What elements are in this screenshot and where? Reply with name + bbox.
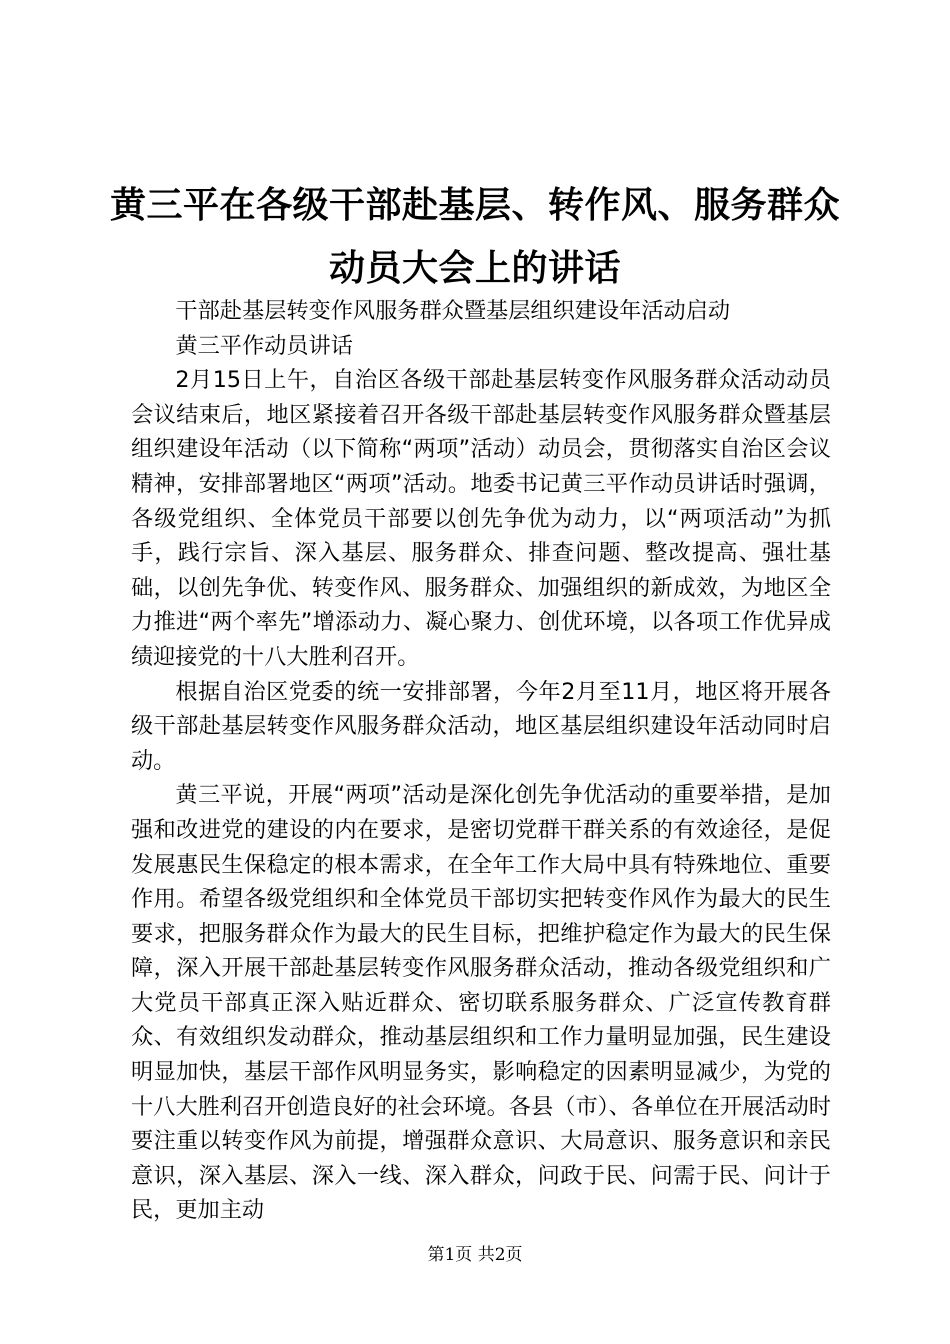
document-subtitle-line-1: 干部赴基层转变作风服务群众暨基层组织建设年活动启动 bbox=[175, 298, 731, 324]
document-body bbox=[131, 294, 831, 1228]
document-title-line-2: 动员大会上的讲话 bbox=[328, 247, 621, 289]
paragraph-3: 黄三平说，开展“两项”活动是深化创先争优活动的重要举措，是加强和改进党的建设的内在要求，是密切党群干群关系的有效途径，是促发展惠民生保稳定的根本需求，在全年工作大局中具有特殊地位、重要作用。希望各级党组织和全体党员干部切实把转变作风作为最大的民生要求，把服务群众作为最大的民生目标，把维护稳定作为最大的民生保障，深入开展干部赴基层转变作风服务群众活动，推动各级党组织和广大党员干部真正深入贴近群众、密切联系服务群众、广泛宣传教育群众、有效组织发动群众，推动基层组织和工作力量明显加强，民生建设明显加快，基层干部作风明显务实，影响稳定的因素明显减少，为党的十八大胜利召开创造良好的社会环境。各县（市）、各单位在开展活动时要注重以转变作风为前提，增强群众意识、大局意识、服务意识和亲民意识，深入基层、深入一线、深入群众，问政于民、问需于民、问计于民，更加主动 bbox=[131, 782, 831, 1224]
document-subtitle-line-2: 黄三平作动员讲话 bbox=[175, 332, 353, 359]
paragraph-1: 2月15日上午，自治区各级干部赴基层转变作风服务群众活动动员会议结束后，地区紧接着召开各级干部赴基层转变作风服务群众暨基层组织建设年活动（以下简称“两项”活动）动员会，贯彻落实自治区会议精神，安排部署地区“两项”活动。地委书记黄三平作动员讲话时强调，各级党组织、全体党员干部要以创先争优为动力，以“两项活动”为抓手，践行宗旨、深入基层、服务群众、排查问题、整改提高、强壮基础，以创先争优、转变作风、服务群众、加强组织的新成效，为地区全力推进“两个率先”增添动力、凝心聚力、创优环境，以各项工作优异成绩迎接党的十八大胜利召开。 bbox=[131, 367, 831, 670]
page-number-footer: 第1页 共2页 bbox=[427, 1245, 523, 1265]
paragraph-2: 根据自治区党委的统一安排部署，今年2月至11月，地区将开展各级干部赴基层转变作风服务群众活动，地区基层组织建设年活动同时启动。 bbox=[131, 678, 831, 774]
document-title-line-1: 黄三平在各级干部赴基层、转作风、服务群众 bbox=[109, 184, 840, 226]
